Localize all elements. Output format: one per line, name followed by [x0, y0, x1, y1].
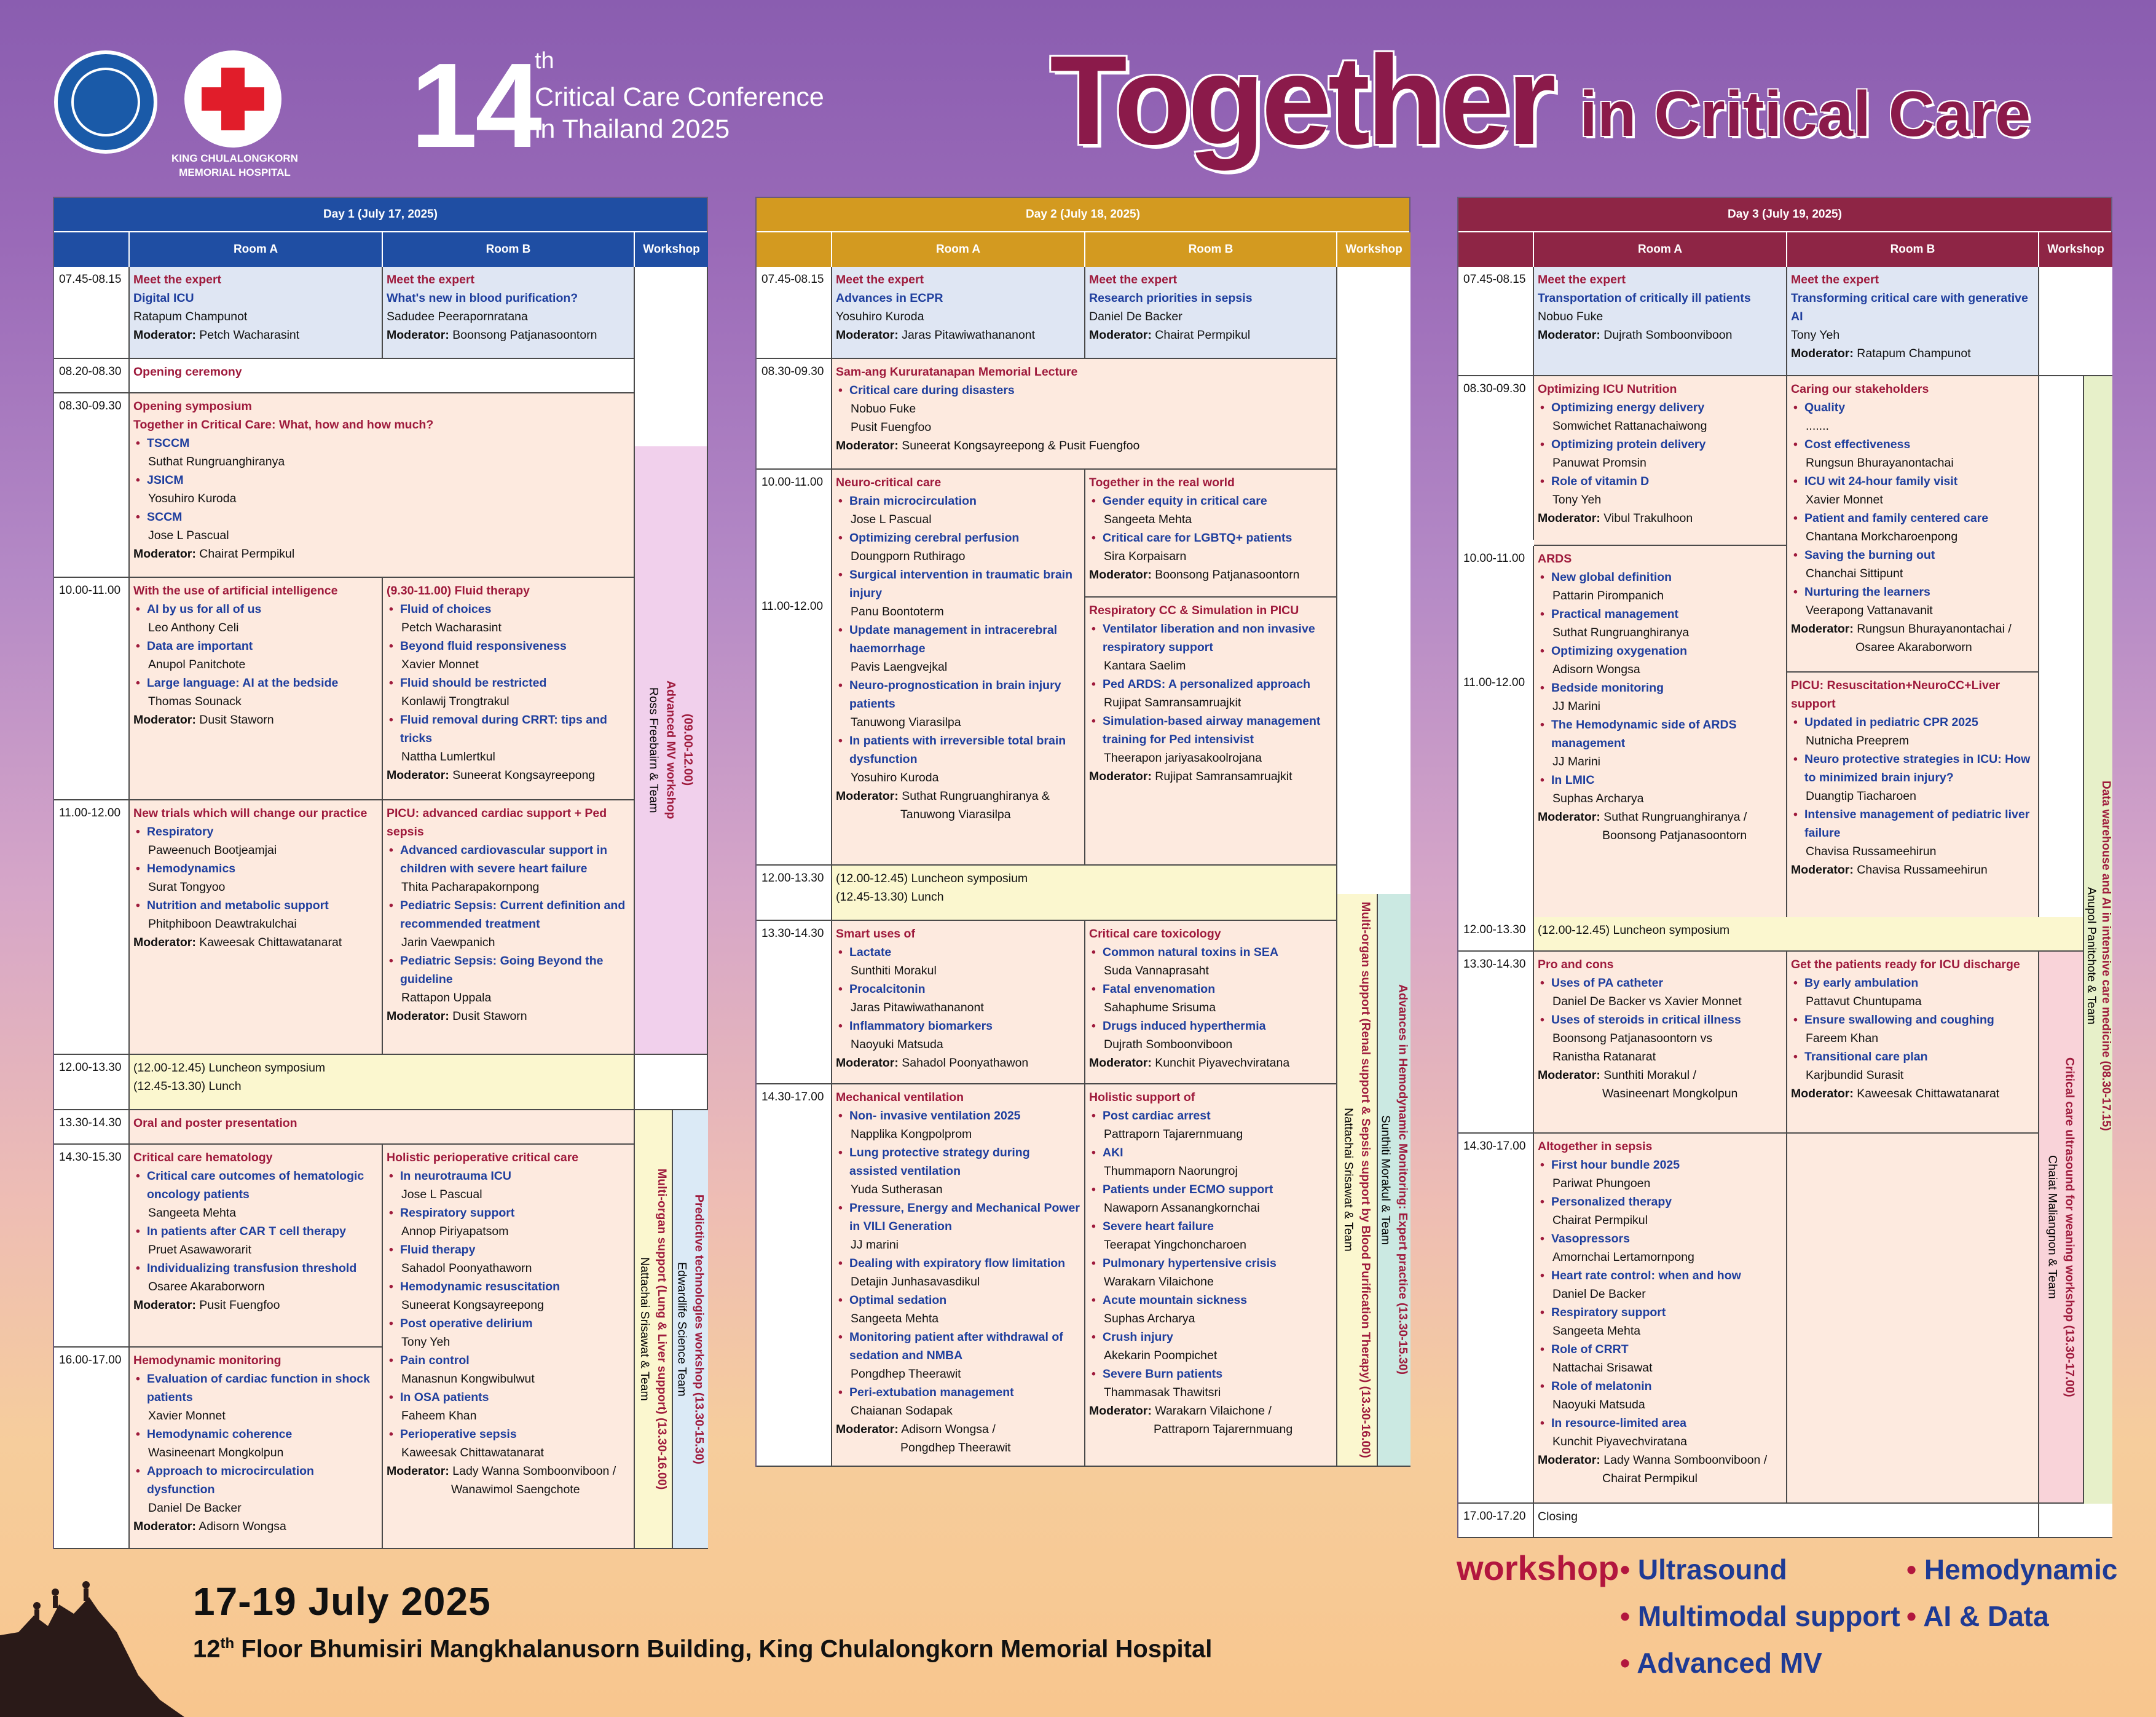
time: 14.30-15.30: [54, 1145, 130, 1348]
session-card: Closing: [1534, 1504, 2039, 1538]
talk-title: Digital ICU: [133, 291, 194, 305]
workshop-header: Workshop: [635, 232, 708, 267]
session-card: Critical care toxicology • Common natural toxins in SEA Suda Vannaprasaht • Fatal envenomation Sahaphume Srisuma • Drugs induced hyperthermia Dujrath Somboonviboon Moderator: Kunchit Piyavechviratana: [1085, 921, 1337, 1084]
time: 08.30-09.30: [757, 359, 832, 470]
workshop-predictive: Predictive technologies workshop (13.30-15.30) Edwardlife Science Team: [673, 1110, 708, 1549]
day3-title: Day 3 (July 19, 2025): [1458, 198, 2111, 232]
session-card: Opening symposium Together in Critical Care: What, how and how much? • TSCCM Suthat Rungruanghiranya • JSICM Yosuhiro Kuroda • SCCM Jose L Pascual Moderator: Chairat Permpikul: [130, 393, 635, 578]
legend-advanced-mv: • Advanced MV: [1620, 1646, 1822, 1680]
session-card: Meet the expert Advances in ECPR Yosuhiro Kuroda Moderator: Jaras Pitawiwathananont: [832, 267, 1085, 359]
event-dates: 17-19 July 2025: [193, 1579, 491, 1624]
session-card: Optimizing ICU Nutrition • Optimizing energy delivery Somwichet Rattanachaiwong • Optimizing protein delivery Panuwat Promsin • Role of vitamin D Tony Yeh Moderator: Vibul Trakulhoon: [1534, 376, 1787, 546]
workshop-ultrasound-weaning: Critical care ultrasound for weaning workshop (13.30-17.00) Chaiat Maliangnon & Team: [2039, 952, 2084, 1504]
time-col-header: [54, 232, 130, 267]
time: 10.00-11.00: [54, 578, 130, 800]
session-card: Meet the expert Research priorities in sepsis Daniel De Backer Moderator: Chairat Permpikul: [1085, 267, 1337, 359]
speaker: Ratapum Champunot: [133, 310, 248, 323]
time: 07.45-08.15: [1458, 267, 1534, 376]
legend-multimodal: • Multimodal support: [1620, 1600, 1900, 1633]
tagline-main: Together: [1050, 30, 1552, 171]
climbers-silhouette-icon: [0, 1568, 184, 1717]
workshop-empty: [1337, 267, 1410, 963]
session-card: Critical care hematology • Critical care outcomes of hematologic oncology patients Sangeeta Mehta • In patients after CAR T cell therapy Pruet Asawaworarit • Individualizing transfusion threshold Osaree Akaraborworn Moderator: Pusit Fuengfoo: [130, 1145, 383, 1348]
session-card: Respiratory CC & Simulation in PICU • Ventilator liberation and non invasive respiratory support Kantara Saelim • Ped ARDS: A personalized approach Rujipat Samransamruajkit • Simulation-based airway management training for Ped intensivist Theerapon jariyasakoolrojana Moderator: Rujipat Samransamruajkit: [1085, 598, 1337, 866]
time: 10.00-11.00: [757, 470, 832, 594]
workshop-lung-liver: Multi-organ support (Lung & Liver support) (13.30-16.00) Nattachai Srisawat & Team: [635, 1110, 673, 1549]
time: 13.30-14.30: [54, 1110, 130, 1145]
room-a-header: Room A: [130, 232, 383, 267]
time-col-header: [757, 232, 832, 267]
session-card: Meet the expert What's new in blood purification? Sadudee Peerapornratana Moderator: Boonsong Patjanasoontorn: [383, 267, 635, 359]
session-card-empty: [1787, 1134, 2039, 1504]
hospital-name: KING CHULALONGKORN MEMORIAL HOSPITAL: [171, 152, 298, 178]
session-title: Meet the expert: [133, 273, 222, 286]
red-cross-logo: [184, 50, 281, 148]
society-logo: [54, 50, 157, 154]
workshop-header: Workshop: [2039, 232, 2112, 267]
time-col-header: [1458, 232, 1534, 267]
session-card: Opening ceremony: [130, 359, 635, 393]
room-b-header: Room B: [1787, 232, 2039, 267]
workshop-hemodynamic: Advances in Hemodynamic Monitoring: Expert practice (13.30-15.30) Sunthiti Morakul & Team: [1378, 894, 1410, 1467]
session-card: Pro and cons • Uses of PA catheter Daniel De Backer vs Xavier Monnet • Uses of steroids in critical illness Boonsong Patjanasoontorn vs Ranistha Ratanarat Moderator: Sunthiti Morakul / Wasineenart Mongkolpun: [1534, 952, 1787, 1134]
session-card: Mechanical ventilation • Non- invasive ventilation 2025 Napplika Kongpolprom • Lung protective strategy during assisted ventilation Yuda Sutherasan • Pressure, Energy and Mechanical Power in VILI Generation JJ marini • Dealing with expiratory flow limitation Detajin Junhasavasdikul • Optimal sedation Sangeeta Mehta • Monitoring patient after withdrawal of sedation and NMBA Pongdhep Theerawit • Peri-extubation management Chaianan Sodapak Moderator: Adisorn Wongsa / Pongdhep Theerawit: [832, 1084, 1085, 1467]
time: 13.30-14.30: [1458, 952, 1534, 1134]
time: 13.30-14.30: [757, 921, 832, 1084]
session-card: PICU: Resuscitation+NeuroCC+Liver support • Updated in pediatric CPR 2025 Nutnicha Preeprem • Neuro protective strategies in ICU: How to minimized brain injury? Duangtip Tiacharoen • Intensive management of pediatric liver failure Chavisa Russameehirun Moderator: Chavisa Russameehirun: [1787, 673, 2039, 1116]
session-card: [130, 267, 383, 359]
session-card: Caring our stakeholders • Quality ....... • Cost effectiveness Rungsun Bhurayanontachai • ICU wit 24-hour family visit Xavier Monnet • Patient and family centered care Chantana Morkcharoenpong • Saving the burning out Chanchai Sittipunt • Nurturing the learners Veerapong Vattanavanit Moderator: Rungsun Bhurayanontachai / Osaree Akaraborworn: [1787, 376, 2039, 673]
session-card: Holistic perioperative critical care • In neurotrauma ICU Jose L Pascual • Respiratory support Annop Piriyapatsom • Fluid therapy Sahadol Poonyathaworn • Hemodynamic resuscitation Suneerat Kongsayreepong • Post operative delirium Tony Yeh • Pain control Manasnun Kongwibulwut • In OSA patients Faheem Khan • Perioperative sepsis Kaweesak Chittawatanarat Moderator: Lady Wanna Somboonviboon / Wanawimol Saengchote: [383, 1145, 635, 1549]
session-card: Holistic support of • Post cardiac arrest Pattraporn Tajarernmuang • AKI Thummaporn Naorungroj • Patients under ECMO support Nawaporn Assanangkornchai • Severe heart failure Teerapat Yingchoncharoen • Pulmonary hypertensive crisis Warakarn Vilaichone • Acute mountain sickness Suphas Archarya • Crush injury Akekarin Poompichet • Severe Burn patients Thammasak Thawitsri Moderator: Warakarn Vilaichone / Pattraporn Tajarernmuang: [1085, 1084, 1337, 1467]
time: 12.00-13.30: [757, 866, 832, 921]
session-card: New trials which will change our practice • Respiratory Paweenuch Bootjeamjai • Hemodynamics Surat Tongyoo • Nutrition and metabolic support Phitphiboon Deawtrakulchai Moderator: Kaweesak Chittawatanarat: [130, 800, 383, 1055]
day3-schedule: [1457, 197, 2112, 1538]
day1-schedule: [53, 197, 708, 1549]
moderator: Moderator: Petch Wacharasint: [133, 328, 300, 342]
workshop-legend-label: workshop: [1457, 1549, 1619, 1587]
room-b-header: Room B: [1085, 232, 1337, 267]
lunch-card: (12.00-12.45) Luncheon symposium: [1534, 917, 2084, 952]
workshop-data-ai: Data warehouse and AI in intensive care medicine (08.30-17.15) Anupol Panitchote & Team: [2084, 376, 2112, 1537]
edition-number: 14: [411, 38, 540, 173]
legend-ai-data: • AI & Data: [1906, 1600, 2049, 1633]
time: 12.00-13.30: [54, 1055, 130, 1110]
legend-ultrasound: • Ultrasound: [1620, 1553, 1787, 1586]
day1-title: Day 1 (July 17, 2025): [54, 198, 707, 232]
time: 07.45-08.15: [54, 267, 130, 359]
session-card: Meet the expert Transportation of critically ill patients Nobuo Fuke Moderator: Dujrath Somboonviboon: [1534, 267, 1787, 376]
session-card: Oral and poster presentation: [130, 1110, 635, 1145]
session-card: Together in the real world • Gender equity in critical care Sangeeta Mehta • Critical care for LGBTQ+ patients Sira Korpaisarn Moderator: Boonsong Patjanasoontorn: [1085, 470, 1337, 598]
room-a-header: Room A: [1534, 232, 1787, 267]
time: 14.30-17.00: [757, 1084, 832, 1467]
time: 11.00-12.00: [757, 594, 832, 866]
time: 07.45-08.15: [757, 267, 832, 359]
lunch-card: (12.00-12.45) Luncheon symposium (12.45-13.30) Lunch: [130, 1055, 635, 1110]
session-card: Smart uses of • Lactate Sunthiti Morakul • Procalcitonin Jaras Pitawiwathananont • Inflammatory biomarkers Naoyuki Matsuda Moderator: Sahadol Poonyathawon: [832, 921, 1085, 1084]
session-card: PICU: advanced cardiac support + Ped sepsis • Advanced cardiovascular support in children with severe heart failure Thita Pacharapakornpong • Pediatric Sepsis: Current definition and recommended treatment Jarin Vaewpanich • Pediatric Sepsis: Going Beyond the guideline Rattapon Uppala Moderator: Dusit Staworn: [383, 800, 635, 1055]
time: 08.30-09.30: [54, 393, 130, 578]
session-card: Neuro-critical care • Brain microcirculation Jose L Pascual • Optimizing cerebral perfusion Doungporn Ruthirago • Surgical intervention in traumatic brain injury Panu Boontoterm • Update management in intracerebral haemorrhage Pavis Laengvejkal • Neuro-prognostication in brain injury patients Tanuwong Viarasilpa • In patients with irreversible total brain dysfunction Yosuhiro Kuroda Moderator: Suthat Rungruanghiranya & Tanuwong Viarasilpa: [832, 470, 1085, 866]
time: 08.30-09.30: [1458, 376, 1534, 540]
tagline-sub: in Critical Care: [1580, 79, 2031, 150]
time: 16.00-17.00: [54, 1348, 130, 1549]
session-card: With the use of artificial intelligence • AI by us for all of us Leo Anthony Celi • Data are important Anupol Panitchote • Large language: AI at the bedside Thomas Sounack Moderator: Dusit Staworn: [130, 578, 383, 800]
session-card: Meet the expert Transforming critical care with generative AI Tony Yeh Moderator: Ratapum Champunot: [1787, 267, 2039, 376]
time: 11.00-12.00: [1458, 670, 1534, 1116]
room-a-header: Room A: [832, 232, 1085, 267]
time: 10.00-11.00: [1458, 546, 1534, 670]
time: 17.00-17.20: [1458, 1504, 1534, 1538]
legend-hemodynamic: • Hemodynamic: [1906, 1553, 2117, 1586]
workshop-advanced-mv: (09.00-12.00) Advanced MV workshop Ross Freebairn & Team: [635, 446, 708, 1055]
room-b-header: Room B: [383, 232, 635, 267]
lunch-card: (12.00-12.45) Luncheon symposium (12.45-13.30) Lunch: [832, 866, 1337, 921]
workshop-empty: [2039, 1504, 2112, 1538]
session-card: Sam-ang Kururatanapan Memorial Lecture • Critical care during disasters Nobuo Fuke Pusit Fuengfoo Moderator: Suneerat Kongsayreepong & Pusit Fuengfoo: [832, 359, 1337, 470]
workshop-empty: [2039, 267, 2112, 376]
edition-suffix: th: [535, 48, 554, 74]
workshop-header: Workshop: [1337, 232, 1410, 267]
time: 11.00-12.00: [54, 800, 130, 1055]
time: 08.20-08.30: [54, 359, 130, 393]
day2-schedule: [755, 197, 1410, 1467]
venue: 12th Floor Bhumisiri Mangkhalanusorn Building, King Chulalongkorn Memorial Hospital: [193, 1635, 1213, 1663]
time: 12.00-13.30: [1458, 917, 1534, 952]
workshop-renal-sepsis: Multi-organ support (Renal support & Sepsis support by Blood Purification Therapy) (13.30-16.00) Nattachai Srisawat & Team: [1337, 894, 1378, 1467]
session-card: ARDS • New global definition Pattarin Pirompanich • Practical management Suthat Rungruanghiranya • Optimizing oxygenation Adisorn Wongsa • Bedside monitoring JJ Marini • The Hemodynamic side of ARDS management JJ Marini • In LMIC Suphas Archarya Moderator: Suthat Rungruanghiranya / Boonsong Patjanasoontorn: [1534, 546, 1787, 1116]
session-card: (9.30-11.00) Fluid therapy • Fluid of choices Petch Wacharasint • Beyond fluid responsiveness Xavier Monnet • Fluid should be restricted Konlawij Trongtrakul • Fluid removal during CRRT: tips and tricks Nattha Lumlertkul Moderator: Suneerat Kongsayreepong: [383, 578, 635, 800]
time: 14.30-17.00: [1458, 1134, 1534, 1504]
session-card: Get the patients ready for ICU discharge • By early ambulation Pattavut Chuntupama • Ensure swallowing and coughing Fareem Khan • Transitional care plan Karjbundid Surasit Moderator: Kaweesak Chittawatanarat: [1787, 952, 2039, 1134]
conference-title: Critical Care Conference in Thailand 2025: [535, 82, 824, 144]
day2-title: Day 2 (July 18, 2025): [757, 198, 1409, 232]
session-card: Hemodynamic monitoring • Evaluation of cardiac function in shock patients Xavier Monnet • Hemodynamic coherence Wasineenart Mongkolpun • Approach to microcirculation dysfunction Daniel De Backer Moderator: Adisorn Wongsa: [130, 1348, 383, 1549]
workshop-empty: [635, 1055, 708, 1110]
session-card: Altogether in sepsis • First hour bundle 2025 Pariwat Phungoen • Personalized therapy Chairat Permpikul • Vasopressors Amornchai Lertamornpong • Heart rate control: when and how Daniel De Backer • Respiratory support Sangeeta Mehta • Role of CRRT Nattachai Srisawat • Role of melatonin Naoyuki Matsuda • In resource-limited area Kunchit Piyavechviratana Moderator: Lady Wanna Somboonviboon / Chairat Permpikul: [1534, 1134, 1787, 1504]
